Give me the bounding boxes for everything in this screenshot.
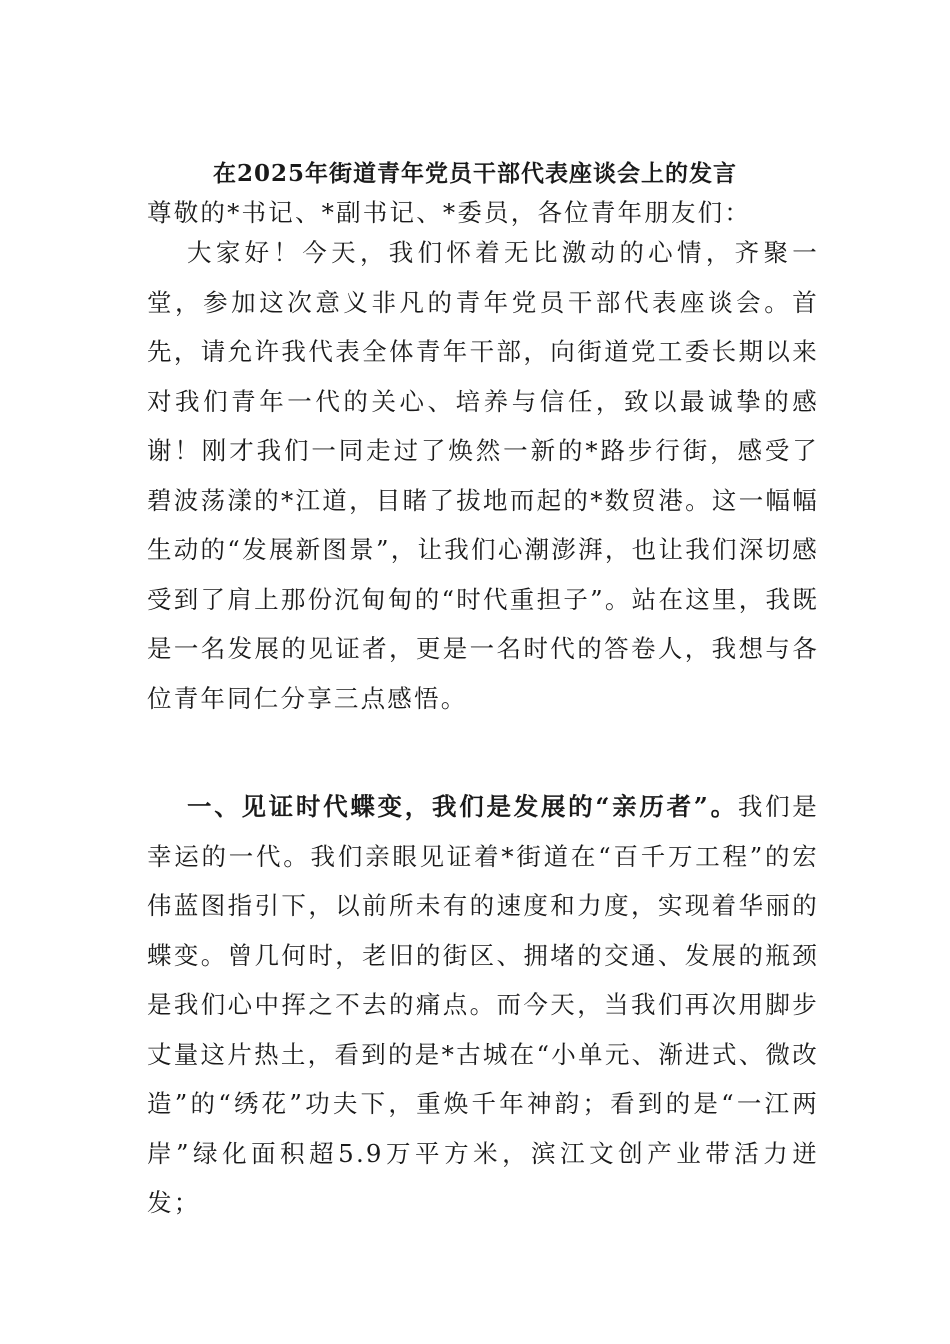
paragraph-section-1 <box>147 782 819 1228</box>
paragraph-intro: 大家好！今天，我们怀着无比激动的心情，齐聚一堂，参加这次意义非凡的青年党员干部代表座谈会。首先，请允许我代表全体青年干部，向街道党工委长期以来对我们青年一代的关心、培养与信任，致以最诚挚的感谢！刚才我们一同走过了焕然一新的*路步行街，感受了碧波荡漾的*江道，目睹了拔地而起的*数贸港。这一幅幅生动的“发展新图景”，让我们心潮澎湃，也让我们深切感受到了肩上那份沉甸甸的“时代重担子”。站在这里，我既是一名发展的见证者，更是一名时代的答卷人，我想与各位青年同仁分享三点感悟。 <box>147 238 819 713</box>
section-1-heading: 一、见证时代蝶变，我们是发展的“亲历者”。 <box>187 792 738 821</box>
document-title: 在2025年街道青年党员干部代表座谈会上的发言 <box>212 160 737 187</box>
salutation: 尊敬的*书记、*副书记、*委员，各位青年朋友们： <box>147 198 752 227</box>
section-1-text: 我们是幸运的一代。我们亲眼见证着*街道在“百千万工程”的宏伟蓝图指引下，以前所未有的速度和力度，实现着华丽的蝶变。曾几何时，老旧的街区、拥堵的交通、发展的瓶颈是我们心中挥之不去的痛点。而今天，当我们再次用脚步丈量这片热土，看到的是*古城在“小单元、渐进式、微改造”的“绣花”功夫下，重焕千年神韵；看到的是“一江两岸”绿化面积超5.9万平方米，滨江文创产业带活力迸发； <box>147 792 819 1217</box>
